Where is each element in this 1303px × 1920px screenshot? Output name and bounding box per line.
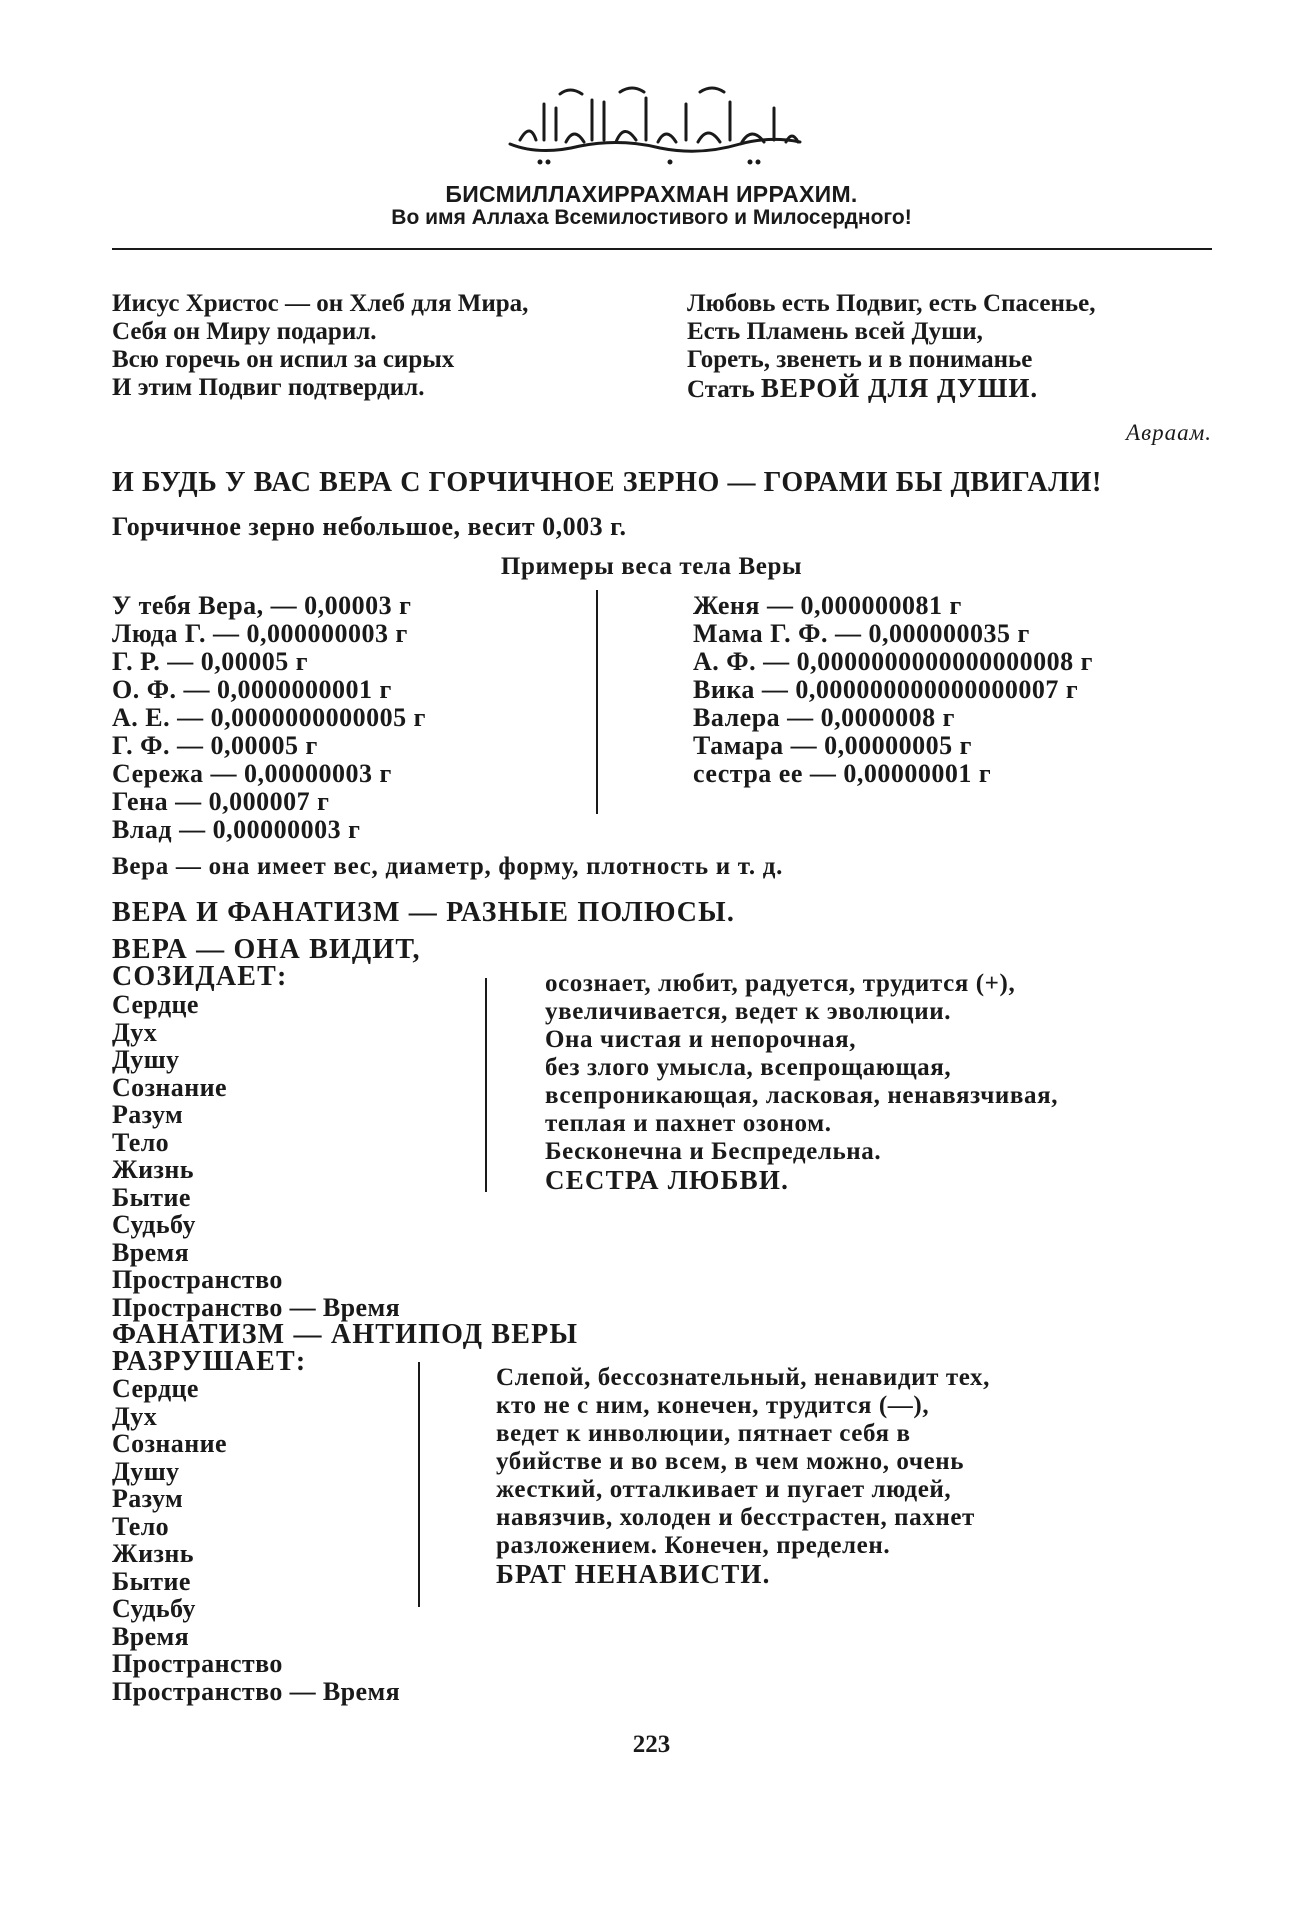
list-item: Пространство — Время [112, 1292, 401, 1322]
list-item: Пространство [112, 1265, 283, 1294]
weights-list-right [693, 592, 1093, 788]
weights-list-left [112, 592, 426, 844]
poem-line: Иисус Христос — он Хлеб для Мира, [112, 290, 529, 317]
fanaticism-heading: ФАНАТИЗМ — АНТИПОД ВЕРЫ [112, 1319, 579, 1350]
list-item: Бытие [112, 1182, 191, 1212]
column-divider [485, 978, 487, 1192]
poem-line: Есть Пламень всей Души, [687, 318, 983, 345]
divider [112, 248, 1212, 250]
list-item: Сердце [112, 990, 199, 1019]
description-line: жесткий, отталкивает и пугает людей, [496, 1476, 952, 1503]
poem-line-prefix: Стать [687, 376, 761, 403]
poem-author: Авраам. [1126, 420, 1212, 445]
list-item: Пространство [112, 1649, 283, 1678]
faith-subheading: СОЗИДАЕТ: [112, 961, 288, 992]
main-heading: И БУДЬ У ВАС ВЕРА С ГОРЧИЧНОЕ ЗЕРНО — ГОРАМИ БЫ ДВИГАЛИ! [112, 467, 1102, 498]
list-item: Тело [112, 1511, 170, 1541]
faith-sister-caption: СЕСТРА ЛЮБВИ. [545, 1165, 790, 1195]
poem-right [687, 290, 1095, 404]
list-item: Сознание [112, 1429, 227, 1458]
weight-row: Мама Г. Ф. — 0,000000035 г [693, 619, 1030, 648]
list-item: Душу [112, 1045, 180, 1074]
poem-line: Гореть, звенеть и в пониманье [687, 346, 1033, 373]
weight-row: Сережа — 0,00000003 г [112, 759, 392, 788]
description-line: навязчив, холоден и бесстрастен, пахнет [496, 1504, 975, 1531]
weight-row: А. Е. — 0,0000000000005 г [112, 703, 426, 732]
list-item: Жизнь [112, 1539, 194, 1568]
description-line: кто не с ним, конечен, трудится (—), [496, 1392, 930, 1419]
weight-row: Тамара — 0,00000005 г [693, 731, 972, 760]
description-line: убийстве и во всем, в чем можно, очень [496, 1448, 965, 1475]
mustard-note: Горчичное зерно небольшое, весит 0,003 г. [112, 512, 627, 541]
faith-heading: ВЕРА — ОНА ВИДИТ, [112, 934, 421, 965]
description-line: Она чистая и непорочная, [545, 1026, 857, 1053]
list-item: Время [112, 1237, 190, 1267]
poem-line: Любовь есть Подвиг, есть Спасенье, [687, 290, 1096, 317]
weight-row: А. Ф. — 0,0000000000000000008 г [693, 647, 1093, 676]
list-item: Дух [112, 1017, 158, 1047]
fanaticism-description [496, 1364, 990, 1588]
polar-heading: ВЕРА И ФАНАТИЗМ — РАЗНЫЕ ПОЛЮСЫ. [112, 897, 736, 928]
list-item: Сердце [112, 1374, 199, 1403]
list-item: Жизнь [112, 1155, 194, 1184]
weight-row: Гена — 0,000007 г [112, 787, 330, 816]
list-item: Пространство — Время [112, 1676, 401, 1706]
poem-line: Всю горечь он испил за сирых [112, 346, 455, 373]
list-item: Душу [112, 1456, 180, 1486]
list-item: Время [112, 1621, 190, 1651]
description-line: ведет к инволюции, пятнает себя в [496, 1420, 911, 1447]
poem-line: И этим Подвиг подтвердил. [112, 374, 425, 401]
description-line: осознает, любит, радуется, трудится (+), [545, 970, 1016, 997]
fanaticism-brother-caption: БРАТ НЕНАВИСТИ. [496, 1559, 771, 1589]
column-divider [418, 1362, 420, 1607]
weight-row: Люда Г. — 0,000000003 г [112, 619, 408, 648]
description-line: без злого умысла, всепрощающая, [545, 1054, 952, 1081]
weight-row: Влад — 0,00000003 г [112, 815, 361, 844]
weight-row: Валера — 0,0000008 г [693, 703, 955, 732]
description-line: разложением. Конечен, пределен. [496, 1532, 891, 1559]
description-line: всепроникающая, ласковая, ненавязчивая, [545, 1082, 1059, 1109]
poem-line: Себя он Миру подарил. [112, 318, 377, 345]
list-item: Судьбу [112, 1594, 196, 1623]
weight-row: Г. Ф. — 0,00005 г [112, 731, 318, 760]
examples-title: Примеры веса тела Веры [500, 553, 803, 580]
list-item: Тело [112, 1127, 170, 1157]
list-item: Разум [112, 1100, 184, 1129]
description-line: увеличивается, ведет к эволюции. [545, 998, 952, 1025]
description-line: теплая и пахнет озоном. [545, 1110, 832, 1137]
fanaticism-list [112, 1375, 400, 1705]
poem-left [112, 290, 528, 402]
weight-row: У тебя Вера, — 0,00003 г [112, 591, 412, 620]
weight-row: сестра ее — 0,00000001 г [693, 759, 992, 788]
list-item: Бытие [112, 1566, 191, 1596]
fanaticism-subheading: РАЗРУШАЕТ: [112, 1346, 307, 1377]
poem-line [687, 374, 1095, 404]
weight-row: О. Ф. — 0,0000000001 г [112, 675, 392, 704]
description-line: Слепой, бессознательный, ненавидит тех, [496, 1364, 990, 1391]
weight-row: Вика — 0,000000000000000007 г [693, 675, 1079, 704]
heading-title: БИСМИЛЛАХИРРАХМАН ИРРАХИМ. [445, 181, 858, 207]
poem-line-caps: ВЕРОЙ ДЛЯ ДУШИ. [760, 373, 1039, 403]
weight-row: Женя — 0,000000081 г [693, 591, 962, 620]
faith-description [545, 970, 1058, 1194]
weight-row: Г. Р. — 0,00005 г [112, 647, 309, 676]
column-divider [596, 590, 598, 814]
description-line: Бесконечна и Беспредельна. [545, 1138, 882, 1165]
bismillah-calligraphy-icon [500, 82, 810, 170]
faith-properties: Вера — она имеет вес, диаметр, форму, плотность и т. д. [112, 853, 784, 880]
page-number: 223 [632, 1731, 671, 1758]
list-item: Сознание [112, 1072, 227, 1102]
list-item: Судьбу [112, 1210, 196, 1239]
list-item: Разум [112, 1484, 184, 1513]
list-item: Дух [112, 1401, 158, 1431]
faith-list [112, 991, 400, 1321]
heading-subtitle: Во имя Аллаха Всемилостивого и Милосердного! [391, 206, 912, 229]
